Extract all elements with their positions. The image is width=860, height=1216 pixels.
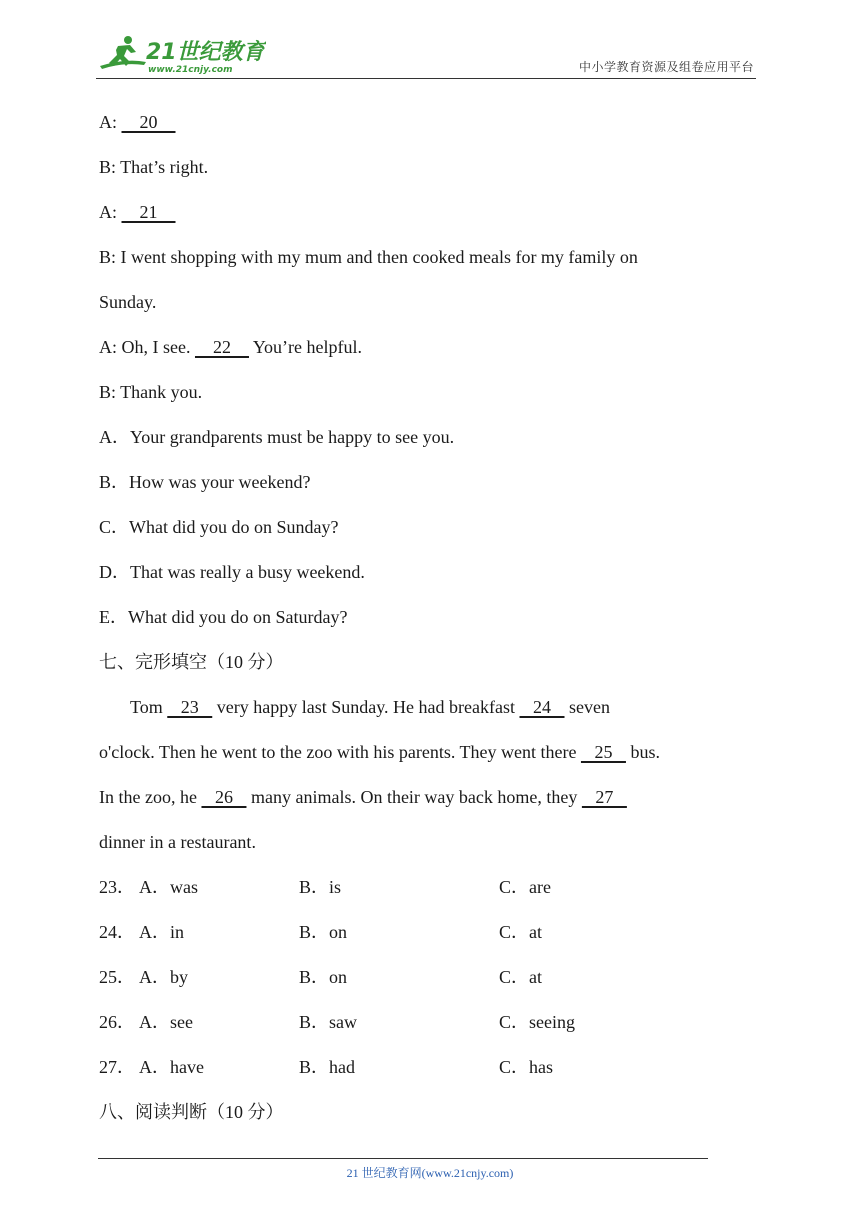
cloze-text: In the zoo, he — [99, 787, 202, 807]
option-c: C．at — [499, 922, 542, 942]
dialogue-line-b1: B: That’s right. — [99, 157, 209, 177]
header-platform-name: 中小学教育资源及组卷应用平台 — [578, 60, 754, 74]
blank-24: 24 — [519, 697, 565, 717]
footer-divider — [98, 1158, 708, 1159]
cloze-text: seven — [564, 697, 610, 717]
footer-site-link[interactable]: 21 世纪教育网(www.21cnjy.com) — [346, 1166, 514, 1180]
dialogue-line-b2-cont: Sunday. — [99, 292, 157, 312]
logo-url: www.21cnjy.com — [148, 65, 233, 75]
blank-27: 27 — [581, 787, 627, 807]
question-number: 25． — [99, 967, 135, 987]
option-a: A．by — [139, 967, 188, 987]
option-b: B．saw — [299, 1012, 357, 1032]
cloze-line-1 — [130, 695, 610, 719]
option-b: B．is — [299, 877, 342, 897]
cloze-text: bus. — [625, 742, 660, 762]
dialogue-line-a22 — [99, 335, 362, 359]
blank-23: 23 — [167, 697, 213, 717]
question-number: 24． — [99, 922, 135, 942]
dialogue-line-a20 — [99, 110, 176, 134]
option-a: A．see — [139, 1012, 193, 1032]
section-title-reading: 八、阅读判断（10 分） — [99, 1102, 284, 1122]
choice-a: A．Your grandparents must be happy to see you. — [99, 427, 455, 447]
dialogue-text: A: Oh, I see. — [99, 337, 195, 357]
dialogue-text: You’re helpful. — [248, 337, 362, 357]
choice-c: C．What did you do on Sunday? — [99, 517, 339, 537]
cloze-text: many animals. On their way back home, they — [246, 787, 582, 807]
option-b: B．on — [299, 922, 348, 942]
cloze-text: very happy last Sunday. He had breakfast — [212, 697, 520, 717]
cloze-line-3 — [99, 785, 627, 809]
choice-d: D．That was really a busy weekend. — [99, 562, 365, 582]
blank-25: 25 — [580, 742, 626, 762]
option-b: B．on — [299, 967, 348, 987]
cloze-text: o'clock. Then he went to the zoo with his parents. They went there — [99, 742, 581, 762]
question-number: 27． — [99, 1057, 135, 1077]
dialogue-line-b2: B: I went shopping with my mum and then cooked meals for my family on — [99, 247, 638, 267]
question-number: 26． — [99, 1012, 135, 1032]
option-a: A．was — [139, 877, 198, 897]
cloze-text: Tom — [130, 697, 168, 717]
option-c: C．are — [499, 877, 551, 897]
logo-text: 21世纪教育 — [146, 40, 265, 65]
option-a: A．have — [139, 1057, 204, 1077]
section-title-cloze: 七、完形填空（10 分） — [99, 652, 284, 672]
page-header — [96, 32, 756, 79]
option-c: C．has — [499, 1057, 553, 1077]
cloze-line-2 — [99, 740, 660, 764]
speaker-label: A: — [99, 112, 122, 132]
speaker-label: A: — [99, 202, 122, 222]
option-a: A．in — [139, 922, 184, 942]
dialogue-line-b3: B: Thank you. — [99, 382, 203, 402]
blank-22: 22 — [194, 337, 249, 357]
blank-21: 21 — [121, 202, 176, 222]
cloze-line-4: dinner in a restaurant. — [99, 832, 256, 852]
question-number: 23． — [99, 877, 135, 897]
choice-e: E．What did you do on Saturday? — [99, 607, 348, 627]
option-b: B．had — [299, 1057, 355, 1077]
site-logo — [96, 32, 266, 76]
option-c: C．at — [499, 967, 542, 987]
option-c: C．seeing — [499, 1012, 575, 1032]
choice-b: B．How was your weekend? — [99, 472, 311, 492]
blank-20: 20 — [121, 112, 176, 132]
blank-26: 26 — [201, 787, 247, 807]
dialogue-line-a21 — [99, 200, 176, 224]
